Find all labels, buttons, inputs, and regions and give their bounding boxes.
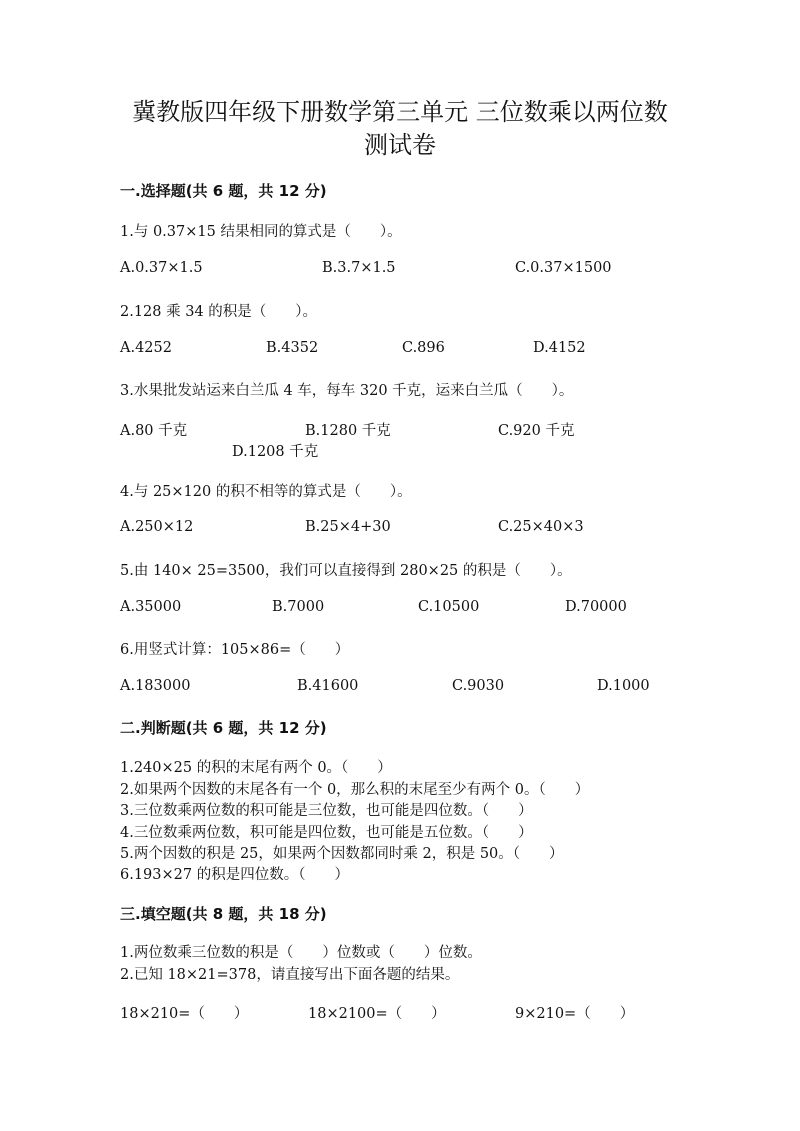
page-title-line2: 测试卷 (364, 131, 436, 159)
fill-in-blank: 18×2100=（ ） (308, 1006, 446, 1022)
fill-in-item: 1.两位数乘三位数的积是（ ）位数或（ ）位数。 (120, 945, 482, 961)
section-heading-choice: 一.选择题(共 6 题，共 12 分) (120, 182, 327, 200)
answer-option: D.70000 (565, 599, 627, 615)
section-heading-judgement: 二.判断题(共 6 题，共 12 分) (120, 719, 327, 737)
answer-option: C.896 (402, 340, 445, 356)
question-stem: 3.水果批发站运来白兰瓜 4 车，每车 320 千克，运来白兰瓜（ ）。 (120, 383, 574, 399)
answer-option: C.25×40×3 (498, 519, 584, 535)
answer-option: A.35000 (120, 599, 182, 615)
fill-in-blank: 18×210=（ ） (120, 1006, 249, 1022)
judgement-item: 2.如果两个因数的末尾各有一个 0，那么积的末尾至少有两个 0。（ ） (120, 782, 590, 798)
question-stem: 2.128 乘 34 的积是（ ）。 (120, 304, 318, 320)
question-stem: 1.与 0.37×15 结果相同的算式是（ ）。 (120, 224, 402, 240)
answer-option: B.25×4+30 (305, 519, 391, 535)
answer-option: A.80 千克 (120, 423, 188, 439)
judgement-item: 5.两个因数的积是 25，如果两个因数都同时乘 2，积是 50。（ ） (120, 846, 564, 862)
answer-option: B.1280 千克 (305, 423, 391, 439)
answer-option: C.10500 (418, 599, 480, 615)
fill-in-blank: 9×210=（ ） (515, 1006, 635, 1022)
answer-option: B.7000 (272, 599, 325, 615)
answer-option: A.250×12 (120, 519, 194, 535)
answer-option: D.1208 千克 (232, 444, 319, 460)
question-stem: 6.用竖式计算：105×86=（ ） (120, 642, 350, 658)
page-title: 冀教版四年级下册数学第三单元 三位数乘以两位数 (132, 98, 668, 126)
answer-option: D.1000 (597, 678, 650, 694)
answer-option: A.183000 (120, 678, 191, 694)
judgement-item: 1.240×25 的积的末尾有两个 0。（ ） (120, 760, 392, 776)
judgement-item: 6.193×27 的积是四位数。（ ） (120, 867, 349, 883)
answer-option: C.0.37×1500 (515, 260, 612, 276)
answer-option: C.920 千克 (498, 423, 575, 439)
judgement-item: 4.三位数乘两位数，积可能是四位数，也可能是五位数。（ ） (120, 825, 533, 841)
answer-option: B.4352 (266, 340, 319, 356)
fill-in-item: 2.已知 18×21=378，请直接写出下面各题的结果。 (120, 967, 460, 983)
answer-option: C.9030 (452, 678, 505, 694)
section-heading-fill-in: 三.填空题(共 8 题，共 18 分) (120, 905, 327, 923)
answer-option: B.41600 (297, 678, 359, 694)
question-stem: 5.由 140× 25=3500，我们可以直接得到 280×25 的积是（ ）。 (120, 563, 572, 579)
answer-option: B.3.7×1.5 (322, 260, 396, 276)
answer-option: A.4252 (120, 340, 172, 356)
judgement-item: 3.三位数乘两位数的积可能是三位数，也可能是四位数。（ ） (120, 803, 533, 819)
answer-option: A.0.37×1.5 (120, 260, 203, 276)
question-stem: 4.与 25×120 的积不相等的算式是（ ）。 (120, 484, 412, 500)
answer-option: D.4152 (533, 340, 586, 356)
